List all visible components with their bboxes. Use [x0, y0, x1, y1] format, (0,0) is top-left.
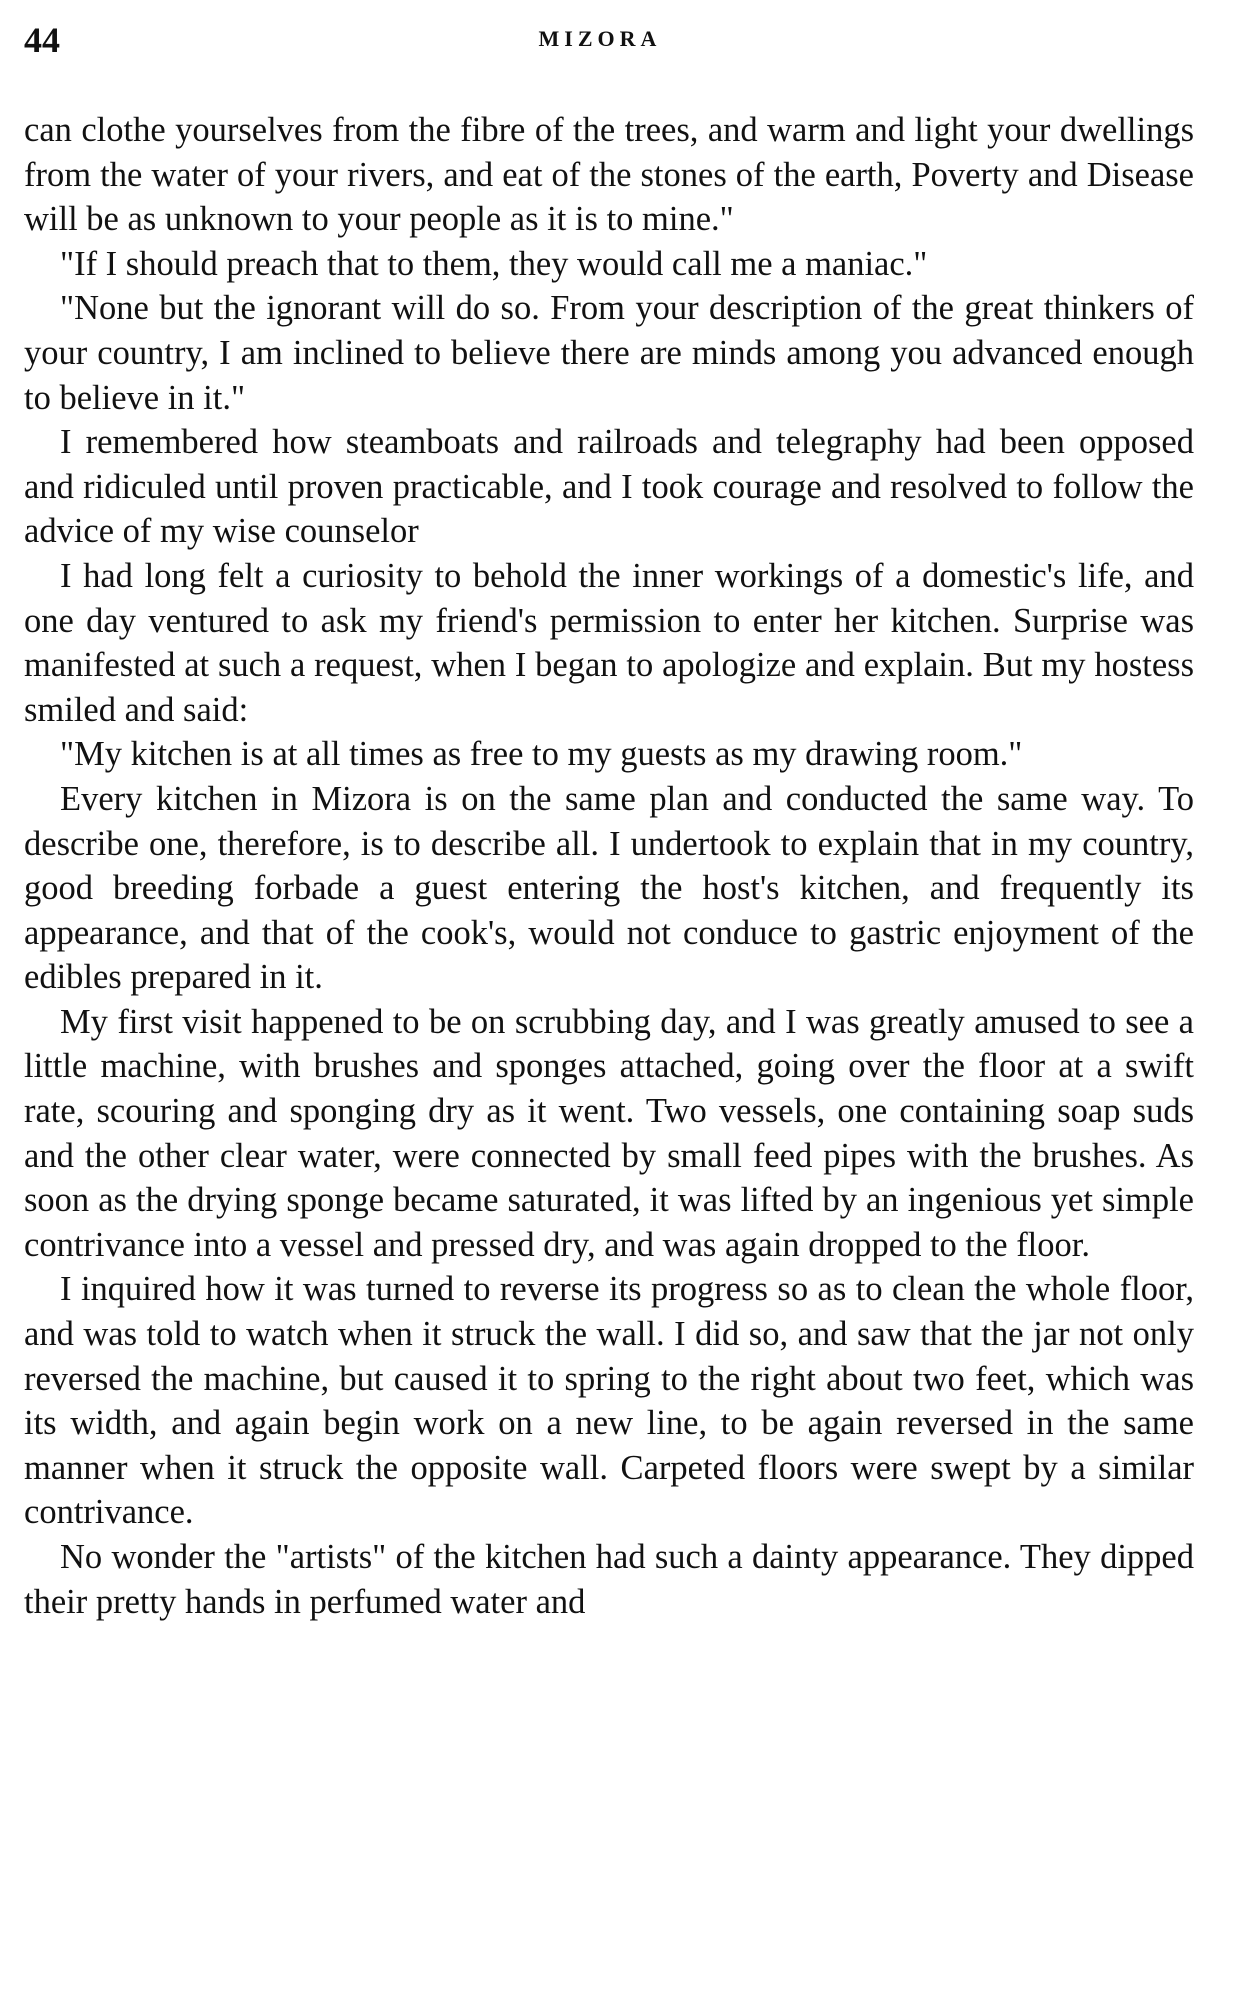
paragraph: "None but the ignorant will do so. From your description of the great thinkers of your country, I am inclined to believe there are minds among you advanced enough to believe in it.": [24, 289, 1194, 417]
paragraph: "If I should preach that to them, they would call me a maniac.": [60, 244, 928, 283]
body-text: [24, 108, 1194, 1624]
paragraph: Every kitchen in Mizora is on the same plan and conducted the same way. To describe one, therefore, is to describe all. I undertook to explain that in my country, good breeding forbade a guest entering the host's kitchen, and frequently its appearance, and that of the cook's, would not conduce to gastric enjoyment of the edibles prepared in it.: [24, 779, 1194, 997]
paragraph: I had long felt a curiosity to behold the inner workings of a domestic's life, and one day ventured to ask my friend's permission to enter her kitchen. Surprise was manifested at such a request, when I began to apologize and explain. But my hostess smiled and said:: [24, 556, 1194, 729]
paragraph: My first visit happened to be on scrubbing day, and I was greatly amused to see a little machine, with brushes and sponges attached, going over the floor at a swift rate, scouring and sponging dry as it went. Two vessels, one containing soap suds and the other clear water, were connected by small feed pipes with the brushes. As soon as the drying sponge became saturated, it was lifted by an ingenious yet simple contrivance into a vessel and pressed dry, and was again dropped to the floor.: [24, 1002, 1194, 1264]
paragraph: No wonder the "artists" of the kitchen had such a dainty appearance. They dipped their pretty hands in perfumed water and: [24, 1538, 1194, 1621]
paragraph: "My kitchen is at all times as free to my guests as my drawing room.": [60, 735, 1023, 774]
page-number: 44: [24, 20, 60, 60]
paragraph: I remembered how steamboats and railroads and telegraphy had been opposed and ridiculed until proven practicable, and I took courage and resolved to follow the advice of my wise counselor: [24, 423, 1194, 551]
paragraph-continued: can clothe yourselves from the fibre of the trees, and warm and light your dwellings from the water of your rivers, and eat of the stones of the earth, Poverty and Disease will be as unknown to your people as it is to mine.": [24, 111, 1194, 239]
running-title: MIZORA: [538, 26, 662, 51]
paragraph: I inquired how it was turned to reverse its progress so as to clean the whole floor, and was told to watch when it struck the wall. I did so, and saw that the jar not only reversed the machine, but caused it to spring to the right about two feet, which was its width, and again begin work on a new line, to be again reversed in the same manner when it struck the opposite wall. Carpeted floors were swept by a similar contrivance.: [24, 1270, 1194, 1532]
